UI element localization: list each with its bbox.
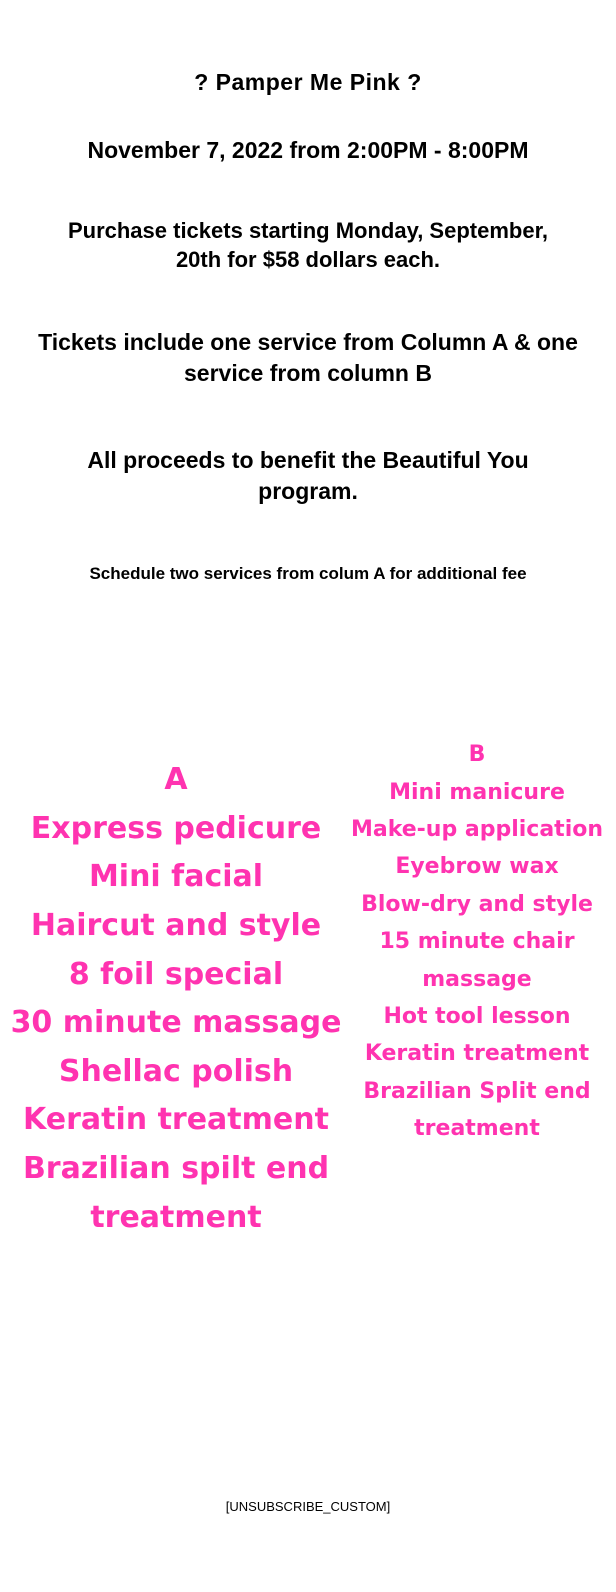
column-b-item: Blow-dry and style	[361, 891, 593, 917]
column-a-heading: A	[164, 762, 188, 798]
column-b-heading: B	[468, 742, 486, 768]
column-a	[6, 736, 346, 1242]
column-b-item: Hot tool lesson	[383, 1004, 571, 1030]
flyer-title: ? Pamper Me Pink ?	[194, 69, 422, 95]
column-b-item: Eyebrow wax	[395, 854, 559, 880]
flyer-schedule-note: Schedule two services from colum A for additional fee	[89, 564, 527, 584]
flyer-date: November 7, 2022 from 2:00PM - 8:00PM	[87, 136, 529, 163]
flyer-purchase-info: Purchase tickets starting Monday, September, 20th for $58 dollars each.	[67, 217, 549, 273]
column-a-item: Mini facial	[88, 859, 264, 895]
column-a-item: Express pedicure	[30, 810, 322, 846]
flyer-ticket-include: Tickets include one service from Column A & one service from column B	[38, 329, 578, 387]
column-a-item: 30 minute massage	[10, 1005, 342, 1041]
flyer-proceeds: All proceeds to benefit the Beautiful You program.	[87, 447, 529, 505]
column-b-item: 15 minute chair massage	[379, 929, 575, 992]
column-a-item: Shellac polish	[58, 1053, 294, 1089]
column-b-item: Mini manicure	[389, 779, 565, 805]
unsubscribe-link[interactable]: [UNSUBSCRIBE_CUSTOM]	[225, 1499, 391, 1514]
column-b	[346, 736, 608, 1147]
footer	[0, 1499, 616, 1592]
service-columns	[0, 736, 616, 1242]
column-a-item: Keratin treatment	[23, 1102, 329, 1138]
column-a-item: Haircut and style	[30, 908, 322, 944]
flyer-header	[0, 0, 616, 586]
column-b-item: Brazilian Split end treatment	[363, 1078, 591, 1142]
column-a-item: Brazilian spilt end treatment	[22, 1151, 330, 1235]
column-a-item: 8 foil special	[68, 956, 284, 992]
column-b-item: Keratin treatment	[364, 1041, 590, 1067]
column-b-item: Make-up application	[350, 817, 604, 843]
